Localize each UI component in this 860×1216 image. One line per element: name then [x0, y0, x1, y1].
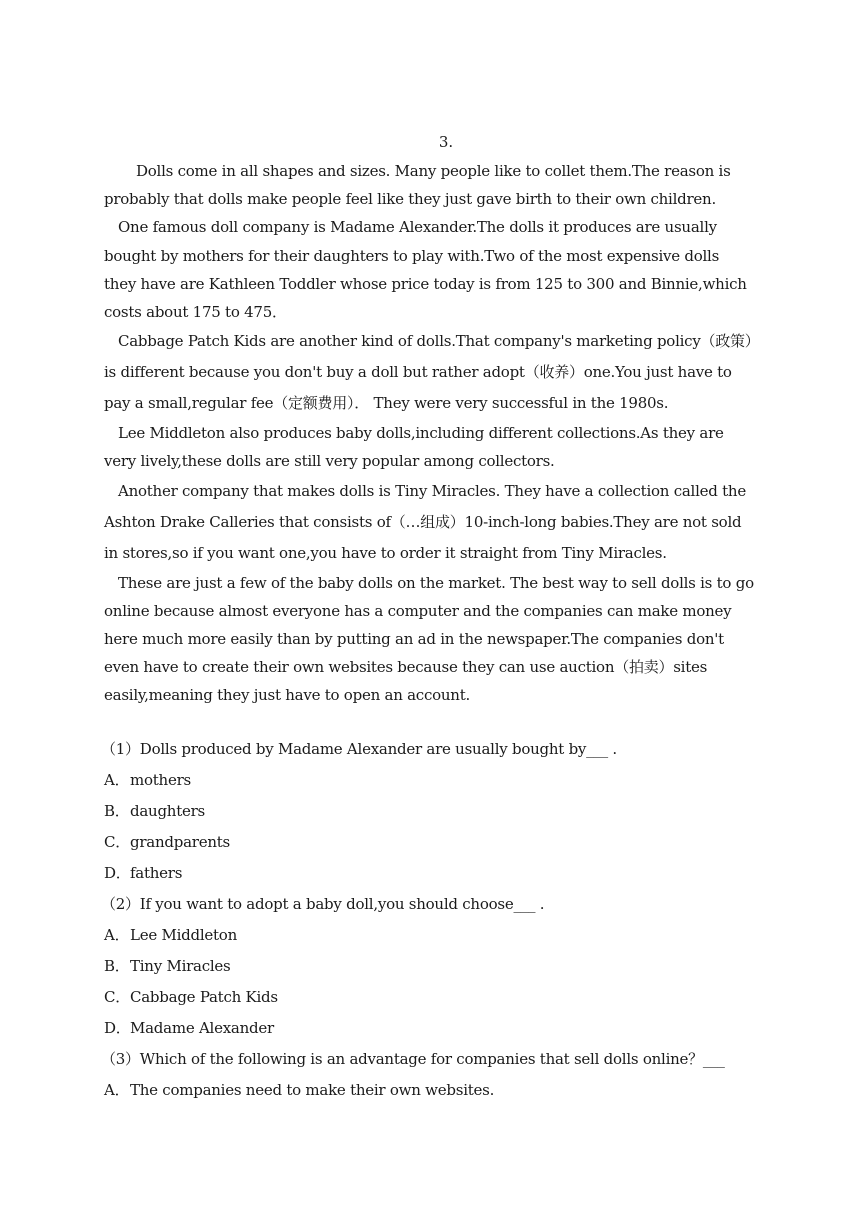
option-text: The companies need to make their own websites.	[130, 1081, 495, 1099]
option-letter: A．	[104, 1081, 130, 1099]
option[interactable]	[104, 1013, 754, 1044]
passage-paragraph-2: One famous doll company is Madame Alexander.The dolls it produces are usually bought by mothers for their daughters to play with.Two of the most expensive dolls they have are Kathleen Toddler whose price today is from 125 to 300 and Binnie,which costs about 175 to 475．	[104, 218, 747, 322]
option[interactable]	[104, 765, 754, 796]
option[interactable]	[104, 920, 754, 951]
passage-paragraph-5: Another company that makes dolls is Tiny Miracles. They have a collection called the Ashton Drake Calleries that consists of（…组成）10-inch-long babies.They are not sold in stores,so if you want one,you have to order it straight from Tiny Miracles.	[104, 481, 746, 562]
option-text: Tiny Miracles	[130, 957, 231, 975]
option-text: grandparents	[130, 833, 230, 851]
question-number: 3.	[438, 133, 454, 151]
option-letter: C．	[104, 833, 130, 851]
option-letter: A．	[104, 926, 130, 944]
option[interactable]	[104, 982, 754, 1013]
option[interactable]	[104, 796, 754, 827]
passage-paragraph-1: Dolls come in all shapes and sizes. Many people like to collet them.The reason is probably that dolls make people feel like they just gave birth to their own children.	[104, 162, 731, 209]
passage-paragraph-6: These are just a few of the baby dolls on the market. The best way to sell dolls is to go online because almost everyone has a computer and the companies can make money here much more easily than by putting an ad in the newspaper.The companies don't even have to create their own websites because they can use auction（拍卖）sites easily,meaning they just have to open an account.	[104, 573, 754, 705]
option[interactable]	[104, 951, 754, 982]
question-stem: （2）If you want to adopt a baby doll,you should choose___ .	[101, 895, 545, 913]
option-text: Cabbage Patch Kids	[130, 988, 278, 1006]
option[interactable]	[104, 858, 754, 889]
passage-paragraph-3: Cabbage Patch Kids are another kind of dolls.That company's marketing policy（政策）is different because you don't buy a doll but rather adopt（收养）one.You just have to pay a small,regular fee（定额费用）． They were very successful in the 1980s.	[104, 332, 753, 413]
question-stem: （3）Which of the following is an advantage for companies that sell dolls online？___	[101, 1050, 725, 1068]
option-letter: D．	[104, 1019, 131, 1037]
reading-passage	[104, 157, 754, 710]
option-letter: B．	[104, 957, 130, 975]
option-text: Lee Middleton	[130, 926, 237, 944]
option-letter: A．	[104, 771, 130, 789]
option[interactable]	[104, 1075, 754, 1106]
option-text: mothers	[130, 771, 191, 789]
option-text: fathers	[130, 864, 183, 882]
option[interactable]	[104, 827, 754, 858]
option-letter: B．	[104, 802, 130, 820]
option-text: daughters	[130, 802, 205, 820]
option-letter: C．	[104, 988, 130, 1006]
question-stem: （1）Dolls produced by Madame Alexander are usually bought by___ .	[101, 740, 617, 758]
passage-paragraph-4: Lee Middleton also produces baby dolls,including different collections.As they are very lively,these dolls are still very popular among collectors.	[104, 424, 724, 471]
option-letter: D．	[104, 864, 131, 882]
question-list	[101, 734, 754, 1106]
option-text: Madame Alexander	[130, 1019, 274, 1037]
